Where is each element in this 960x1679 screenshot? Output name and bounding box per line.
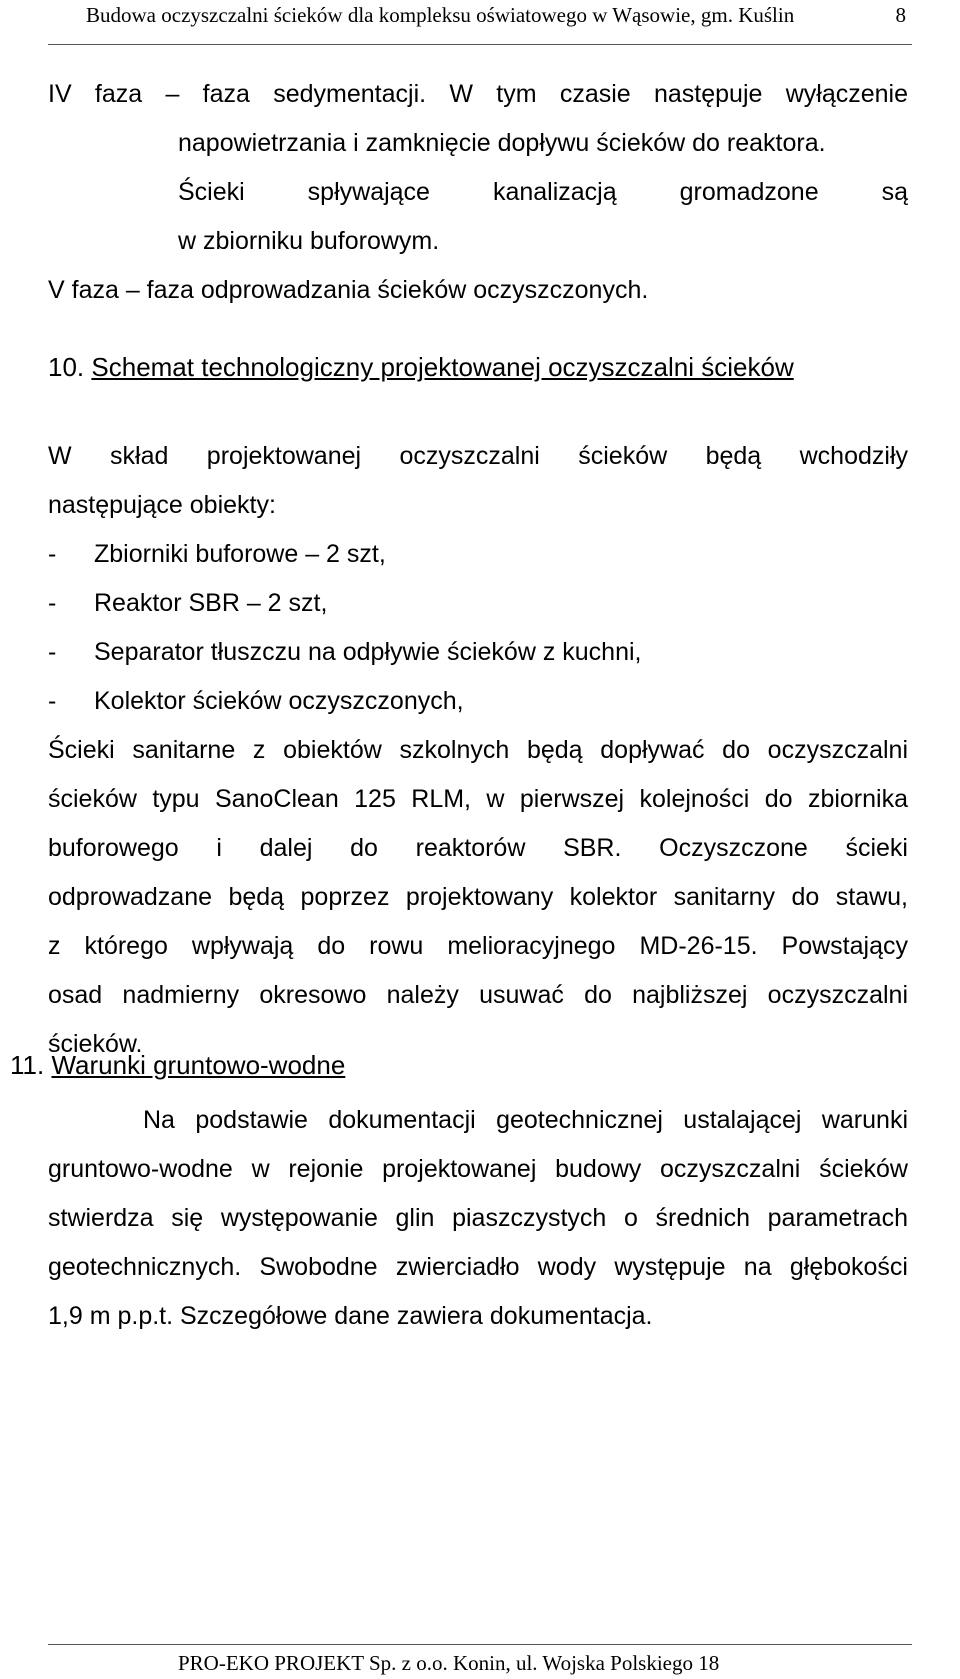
page-footer [48, 1644, 912, 1679]
header-title: Budowa oczyszczalni ścieków dla kompleksu oświatowego w Wąsowie, gm. Kuślin [86, 3, 795, 27]
page-header [48, 0, 912, 45]
section-10-para-line: odprowadzane będą poprzez projektowany kolektor sanitarny do stawu, [48, 883, 908, 911]
section-10-heading [48, 352, 794, 383]
section-10-para-line: Ścieki sanitarne z obiektów szkolnych będą dopływać do oczyszczalni [48, 736, 908, 764]
section-10-body [48, 432, 908, 1069]
phase4-line-3: Ścieki spływające kanalizacją gromadzone są [178, 178, 908, 206]
section-11-para-line: geotechnicznych. Swobodne zwierciadło wody występuje na głębokości [48, 1253, 908, 1281]
section-11-para-line: 1,9 m p.p.t. Szczegółowe dane zawiera dokumentacja. [48, 1302, 653, 1330]
section-10-para-line: ścieków typu SanoClean 125 RLM, w pierwszej kolejności do zbiornika [48, 785, 908, 813]
list-item: - Separator tłuszczu na odpływie ścieków z kuchni, [48, 638, 642, 666]
list-item: - Kolektor ścieków oczyszczonych, [48, 687, 464, 715]
section-10-title: Schemat technologiczny projektowanej oczyszczalni ścieków [91, 352, 794, 382]
section-11-number: 11. [10, 1050, 45, 1080]
phase4-line-1: IV faza – faza sedymentacji. W tym czasie następuje wyłączenie [48, 80, 908, 108]
section-11-para-line: gruntowo-wodne w rejonie projektowanej budowy oczyszczalni ścieków [48, 1155, 908, 1183]
phase-description [48, 70, 908, 315]
footer-text: PRO-EKO PROJEKT Sp. z o.o. Konin, ul. Wojska Polskiego 18 [178, 1651, 720, 1675]
section-10-number: 10. [48, 352, 85, 382]
list-item: - Zbiorniki buforowe – 2 szt, [48, 540, 386, 568]
section-11-title: Warunki gruntowo-wodne [51, 1050, 346, 1080]
phase4-line-4: w zbiorniku buforowym. [178, 227, 440, 255]
section-11-heading [10, 1050, 345, 1081]
list-item: - Reaktor SBR – 2 szt, [48, 589, 328, 617]
section-11-para-line: stwierdza się występowanie glin piaszczystych o średnich parametrach [48, 1204, 908, 1232]
section-10-para-line: osad nadmierny okresowo należy usuwać do najbliższej oczyszczalni [48, 981, 908, 1009]
section-10-para-line: buforowego i dalej do reaktorów SBR. Oczyszczone ścieki [48, 834, 908, 862]
section-10-intro-line-2: następujące obiekty: [48, 491, 276, 519]
section-10-intro-line-1: W skład projektowanej oczyszczalni ścieków będą wchodziły [48, 442, 908, 470]
section-11-para-line: Na podstawie dokumentacji geotechnicznej ustalającej warunki [143, 1106, 908, 1134]
phase4-line-2: napowietrzania i zamknięcie dopływu ścieków do reaktora. [178, 129, 826, 157]
section-10-para-line: ścieków. [48, 1030, 143, 1058]
section-11-body [48, 1096, 908, 1341]
phase5-line: V faza – faza odprowadzania ścieków oczyszczonych. [48, 276, 649, 304]
page-number: 8 [895, 3, 906, 27]
section-10-para-line: z którego wpływają do rowu melioracyjnego MD-26-15. Powstający [48, 932, 908, 960]
